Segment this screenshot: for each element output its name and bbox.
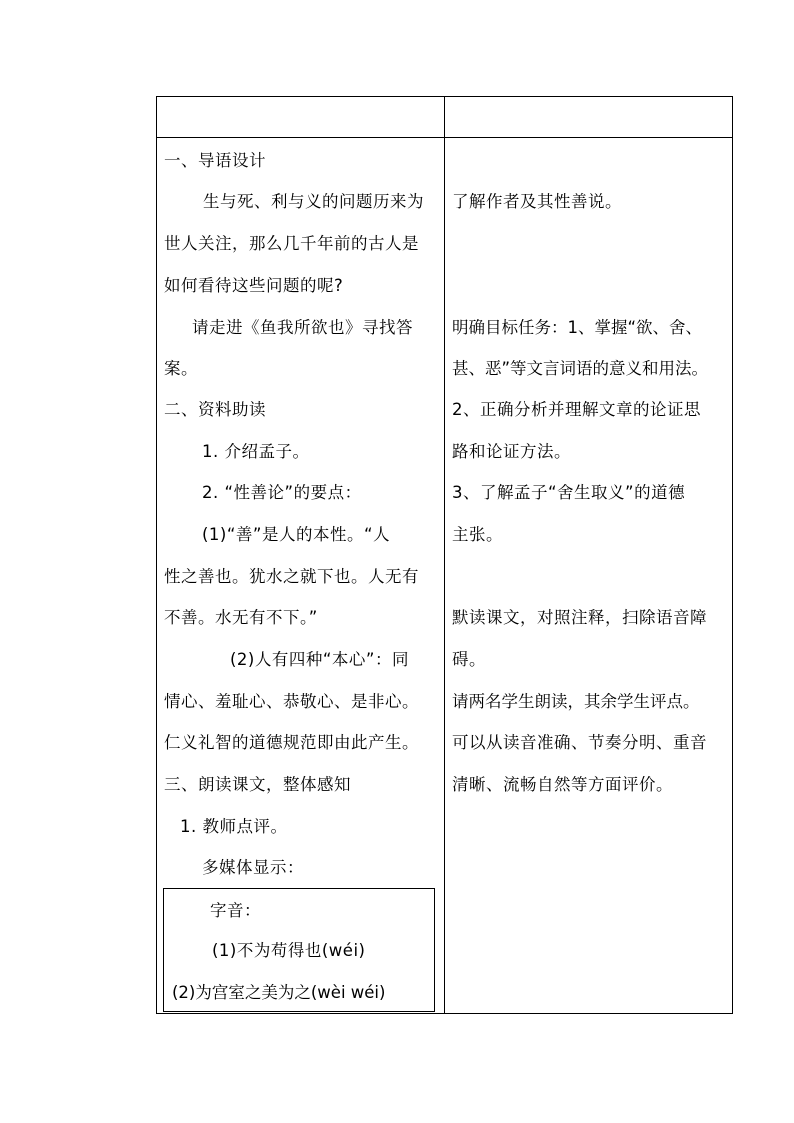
- table-left-border: [156, 96, 157, 1014]
- table-right-border: [732, 96, 733, 1014]
- point1-line-2: 性之善也。犹水之就下也。人无有: [164, 567, 419, 586]
- point2-line-2: 情心、羞耻心、恭敬心、是非心。: [164, 692, 419, 711]
- list-item-2: 2. “性善论”的要点：: [202, 483, 362, 502]
- reading-line-1: 默读课文，对照注释，扫除语音障: [452, 608, 707, 627]
- section1-title: 一、导语设计: [164, 151, 266, 170]
- section2-title: 二、资料助读: [164, 400, 266, 419]
- media-display-label: 多媒体显示：: [202, 858, 304, 877]
- goal-line-3: 2、正确分析并理解文章的论证思: [452, 400, 701, 419]
- invite-line-1: 请走进《鱼我所欲也》寻找答: [192, 318, 413, 337]
- intro-line-1: 生与死、利与义的问题历来为: [203, 192, 424, 211]
- reading-line-2: 碍。: [452, 650, 486, 669]
- list-item-1: 1. 介绍孟子。: [202, 442, 310, 461]
- right-line-1: 了解作者及其性善说。: [452, 192, 622, 211]
- invite-line-2: 案。: [164, 359, 198, 378]
- media-box-line-2: (2)为宫室之美为之(wèi wéi): [172, 983, 386, 1002]
- media-box-heading: 字音：: [210, 901, 261, 920]
- reading-line-3: 请两名学生朗读，其余学生评点。: [452, 692, 700, 711]
- goal-line-5: 3、了解孟子“舍生取义”的道德: [452, 483, 686, 502]
- point2-line-3: 仁义礼智的道德规范即由此产生。: [164, 733, 419, 752]
- intro-line-3: 如何看待这些问题的呢?: [164, 276, 344, 295]
- point1-line-1: (1)“善”是人的本性。“人: [202, 525, 391, 544]
- goal-line-1: 明确目标任务：1、掌握“欲、舍、: [452, 318, 703, 337]
- reading-line-5: 清晰、流畅自然等方面评价。: [452, 775, 673, 794]
- teacher-comment: 1. 教师点评。: [180, 817, 288, 836]
- section3-title: 三、朗读课文，整体感知: [164, 775, 351, 794]
- goal-line-6: 主张。: [452, 525, 503, 544]
- point1-line-3: 不善。水无有不下。”: [164, 608, 318, 627]
- goal-line-4: 路和论证方法。: [452, 442, 571, 461]
- media-box-line-1: (1)不为苟得也(wéi): [212, 941, 366, 960]
- table-middle-border: [444, 96, 445, 1014]
- intro-line-2: 世人关注，那么几千年前的古人是: [164, 234, 419, 253]
- reading-line-4: 可以从读音准确、节奏分明、重音: [452, 733, 707, 752]
- goal-line-2: 甚、恶”等文言词语的意义和用法。: [452, 359, 709, 378]
- point2-line-1: (2)人有四种“本心”：同: [230, 650, 409, 669]
